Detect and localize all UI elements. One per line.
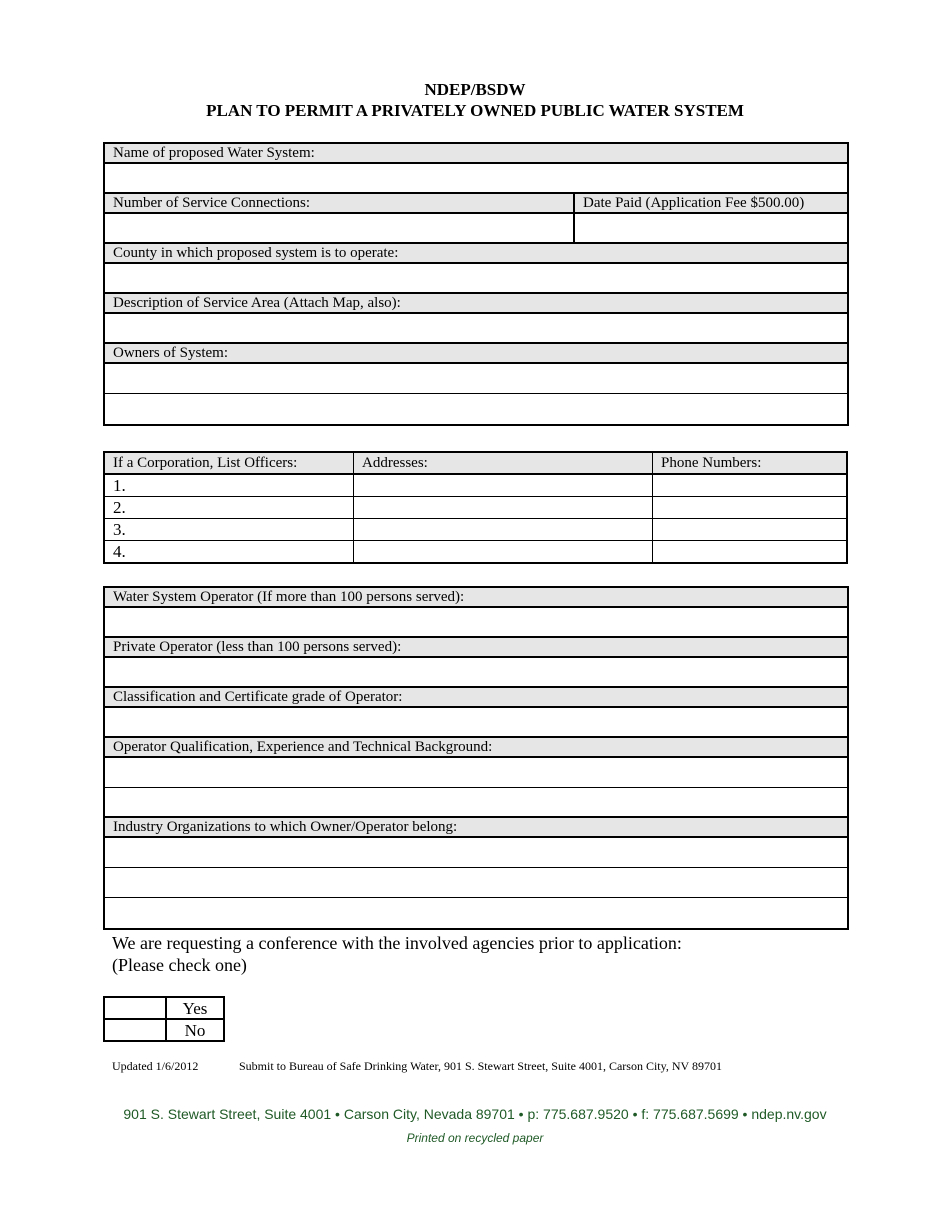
qualification-label: Operator Qualification, Experience and Technical Background:: [105, 738, 847, 758]
recycled-paper-note: Printed on recycled paper: [406, 1131, 544, 1145]
officer-field-4[interactable]: 4.: [104, 541, 354, 564]
water-system-name-label: Name of proposed Water System:: [105, 144, 847, 164]
table-row: [104, 497, 847, 519]
service-connections-label: Number of Service Connections:: [105, 194, 575, 212]
owners-field-2[interactable]: [105, 394, 847, 424]
service-area-field[interactable]: [105, 314, 847, 344]
operator-info-section: [103, 586, 849, 930]
qualification-field-2[interactable]: [105, 788, 847, 818]
address-field-4[interactable]: [354, 541, 653, 564]
service-connections-field[interactable]: [105, 214, 575, 242]
conference-request-text: We are requesting a conference with the involved agencies prior to application:: [112, 933, 682, 953]
private-operator-label: Private Operator (less than 100 persons served):: [105, 638, 847, 658]
owners-label: Owners of System:: [105, 344, 847, 364]
industry-organizations-label: Industry Organizations to which Owner/Operator belong:: [105, 818, 847, 838]
no-label: No: [166, 1019, 224, 1041]
updated-date: Updated 1/6/2012: [112, 1059, 199, 1073]
water-system-operator-label: Water System Operator (If more than 100 persons served):: [105, 588, 847, 608]
address-field-1[interactable]: [354, 474, 653, 497]
industry-organizations-field-2[interactable]: [105, 868, 847, 898]
county-label: County in which proposed system is to operate:: [105, 244, 847, 264]
phone-field-3[interactable]: [653, 519, 848, 541]
no-row: [104, 1019, 224, 1041]
conference-check-instruction: (Please check one): [112, 955, 247, 975]
officer-field-2[interactable]: 2.: [104, 497, 354, 519]
addresses-header: Addresses:: [354, 452, 653, 474]
officer-field-1[interactable]: 1.: [104, 474, 354, 497]
connections-fee-field-row: [105, 214, 847, 244]
address-field-2[interactable]: [354, 497, 653, 519]
agency-contact-footer: 901 S. Stewart Street, Suite 4001 • Carson City, Nevada 89701 • p: 775.687.9520 • f: 775.687.5699 • ndep.nv.gov: [123, 1106, 827, 1122]
qualification-field-1[interactable]: [105, 758, 847, 788]
owners-field-1[interactable]: [105, 364, 847, 394]
yes-label: Yes: [166, 997, 224, 1019]
classification-label: Classification and Certificate grade of Operator:: [105, 688, 847, 708]
officers-header: If a Corporation, List Officers:: [104, 452, 354, 474]
phone-numbers-header: Phone Numbers:: [653, 452, 848, 474]
form-agency-title: NDEP/BSDW: [424, 80, 526, 99]
connections-fee-label-row: [105, 194, 847, 214]
date-paid-label: Date Paid (Application Fee $500.00): [583, 195, 805, 211]
no-checkbox[interactable]: [104, 1019, 166, 1041]
industry-organizations-field-1[interactable]: [105, 838, 847, 868]
service-area-label: Description of Service Area (Attach Map, also):: [105, 294, 847, 314]
table-row: [104, 474, 847, 497]
officers-table: [103, 451, 848, 564]
water-system-operator-field[interactable]: [105, 608, 847, 638]
conference-choice-table: [103, 996, 225, 1042]
address-field-3[interactable]: [354, 519, 653, 541]
table-row: [104, 541, 847, 564]
industry-organizations-field-3[interactable]: [105, 898, 847, 928]
date-paid-field[interactable]: [575, 214, 847, 242]
yes-row: [104, 997, 224, 1019]
system-info-section: [103, 142, 849, 426]
officer-field-3[interactable]: 3.: [104, 519, 354, 541]
county-field[interactable]: [105, 264, 847, 294]
phone-field-1[interactable]: [653, 474, 848, 497]
form-title: PLAN TO PERMIT A PRIVATELY OWNED PUBLIC WATER SYSTEM: [206, 101, 744, 120]
conference-request: [112, 932, 682, 976]
submit-instructions: Submit to Bureau of Safe Drinking Water, 901 S. Stewart Street, Suite 4001, Carson City, NV 89701: [239, 1059, 722, 1073]
officers-header-row: [104, 452, 847, 474]
water-system-name-field[interactable]: [105, 164, 847, 194]
phone-field-2[interactable]: [653, 497, 848, 519]
classification-field[interactable]: [105, 708, 847, 738]
table-row: [104, 519, 847, 541]
private-operator-field[interactable]: [105, 658, 847, 688]
phone-field-4[interactable]: [653, 541, 848, 564]
yes-checkbox[interactable]: [104, 997, 166, 1019]
